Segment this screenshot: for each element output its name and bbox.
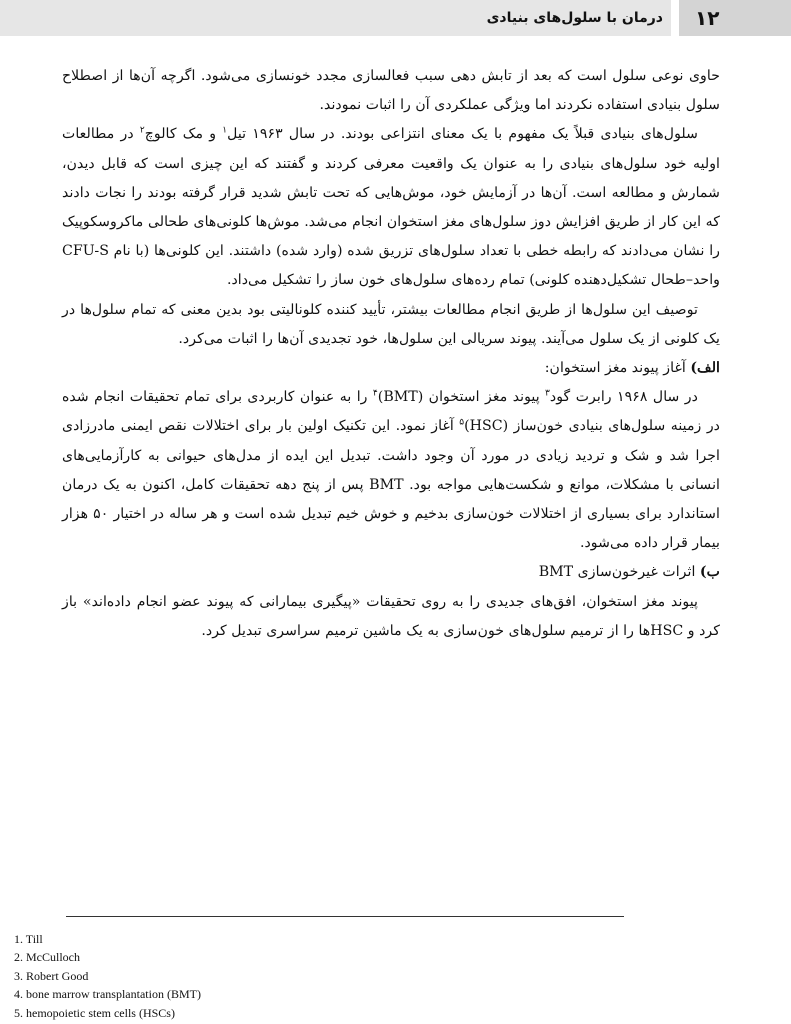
page-number: ۱۲ — [695, 6, 720, 30]
paragraph-1: حاوی نوعی سلول است که بعد از تابش دهی سبب فعالسازی مجدد خونسازی می‌شود. اگرچه آن‌ها از اصطلاح سلول بنیادی استفاده نکردند اما ویژگی عملکردی آن را اثبات نمودند. — [62, 68, 720, 114]
footnote-divider — [66, 916, 624, 917]
footnote-4: 4. bone marrow transplantation (BMT) — [14, 987, 201, 1002]
footnote-3: 3. Robert Good — [14, 968, 89, 983]
section-heading-a: الف) آغاز پیوند مغز استخوان: — [544, 360, 720, 377]
footnote-ref-4: ۴ — [372, 388, 378, 399]
page-number-box — [679, 0, 791, 36]
footnote-2: 2. McCulloch — [14, 950, 80, 965]
section-heading-b: ب) اثرات غیرخون‌سازی BMT — [538, 564, 720, 581]
footnote-1: 1. Till — [14, 932, 43, 946]
paragraph-2: سلول‌های بنیادی قبلاً یک مفهوم با یک معنای انتزاعی بودند. در سال ۱۹۶۳ تیل$^۱$ و مک کالوچ$^۲$ در مطالعات اولیه خود سلول‌های بنیادی را به عنوان یک واقعیت معرفی کردند و گفتند که این چیزی است که قابل دیدن، شمارش و مطالعه است. آن‌ها در آزمایش خود، موش‌هایی که تحت تابش شدید قرار گرفته بودند را نجات دادند که این کار از طریق افزایش دوز سلول‌های مغز استخوان انجام می‌شد. موش‌ها کلونی‌های طحالی ماکروسکوپیک را نشان می‌دادند که رابطه خطی با تعداد سلول‌های تزریق شده (وارد شده) داشتند. این کلونی‌ها (با نام CFU-S واحد–طحال تشکیل‌دهنده کلونی) تمام رده‌های سلول‌های خون ساز را تشکیل می‌داد. — [62, 125, 720, 289]
footnotes — [14, 930, 514, 1022]
footnote-ref-1: ۱ — [222, 125, 228, 136]
paragraph-4: در سال ۱۹۶۸ رابرت گود$^۳$ پیوند مغز استخوان (BMT)$^۴$ را به عنوان کاربردی برای تمام تحقیقات انجام شده در زمینه سلول‌های بنیادی خون‌ساز (HSC)$^۵$ آغاز نمود. این تکنیک اولین بار برای اختلالات نقص ایمنی مادرزادی اجرا شد و شک و تردید زیادی در مورد آن وجود داشت. تبدیل این ایده از مدل‌های حیوانی به کارآزمایی‌های انسانی با مشکلات، موانع و شکست‌هایی مواجه بود. BMT پس از پنج دهه تحقیقات کامل، اکنون به یک درمان استاندارد برای بسیاری از اختلالات خون‌سازی بدخیم و خوش خیم تبدیل شده است و هر ساله در اختیار ۵۰ هزار بیمار قرار داده می‌شود. — [62, 388, 721, 552]
running-title: درمان با سلول‌های بنیادی — [486, 10, 663, 26]
footnote-5: 5. hemopoietic stem cells (HSCs) — [14, 1005, 175, 1020]
paragraph-5: پیوند مغز استخوان، افق‌های جدیدی را به روی تحقیقات «پیگیری بیمارانی که پیوند عضو انجام داده‌اند» باز کرد و HSCها را از ترمیم سلول‌های خون‌سازی به یک ماشین ترمیم سراسری تبدیل کرد. — [62, 593, 720, 639]
footnote-ref-5: ۵ — [459, 417, 465, 428]
page-header — [0, 0, 791, 40]
body-text — [62, 62, 720, 646]
paragraph-3: توصیف این سلول‌ها از طریق انجام مطالعات بیشتر، تأیید کننده کلونالیتی بود بدین معنی که تمام سلول‌ها در یک کلونی از یک سلول می‌آیند. پیوند سریالی این سلول‌ها، خود تجدیدی آن‌ها را اثبات می‌کرد. — [62, 301, 720, 347]
footnote-ref-3: ۳ — [545, 388, 550, 399]
footnote-ref-2: ۲ — [139, 125, 145, 136]
